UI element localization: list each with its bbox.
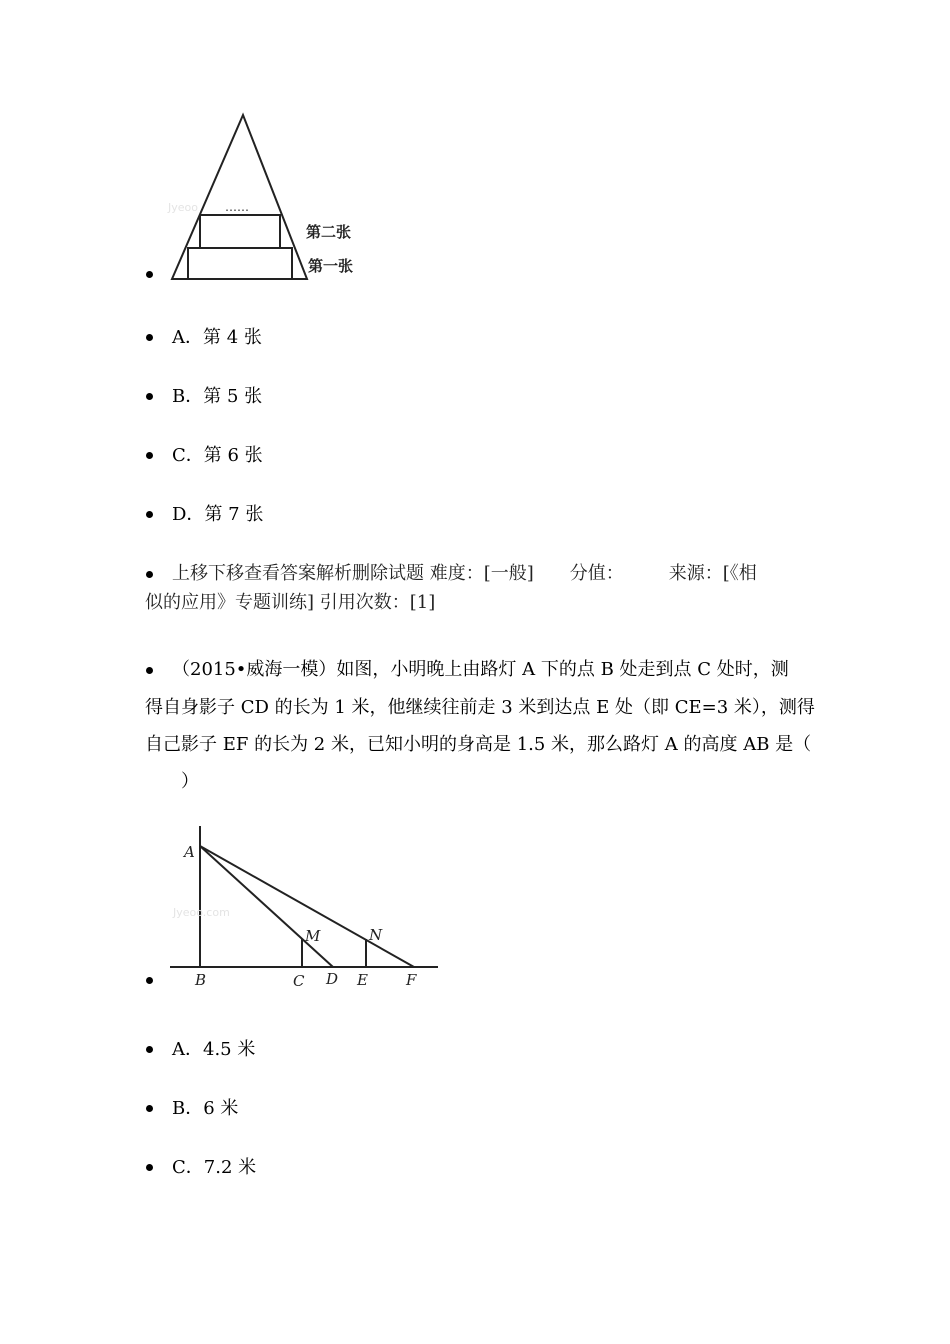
card-first	[188, 248, 292, 279]
question-text-line3: 自己影子 EF 的长为 2 米，已知小明的身高是 1.5 米，那么路灯 A 的高度 AB 是（	[145, 734, 812, 755]
option-a[interactable]	[172, 1031, 255, 1068]
option-letter: C．	[172, 1157, 204, 1178]
option-letter: A．	[172, 1039, 203, 1060]
ellipsis-dots: ……	[225, 200, 249, 214]
watermark: Jyeoo.com	[173, 906, 230, 919]
bullet	[146, 571, 153, 578]
label-D: D	[326, 970, 339, 988]
option-b[interactable]	[172, 378, 262, 415]
label-C: C	[293, 972, 305, 990]
bullet	[146, 334, 153, 341]
option-letter: B．	[172, 386, 204, 407]
question-meta-line1: 上移下移查看答案解析删除试题 难度：[一般] 分值： 来源：[《相	[172, 563, 757, 584]
label-F: F	[406, 971, 417, 989]
label-M: M	[305, 927, 321, 945]
option-a[interactable]	[172, 319, 262, 356]
figure-triangle-cards	[160, 105, 380, 290]
figure-lamp-shadow	[165, 820, 450, 995]
option-text: 第 4 张	[203, 327, 262, 348]
triangle	[172, 115, 307, 279]
question-text-line1: （2015•威海一模）如图，小明晚上由路灯 A 下的点 B 处走到点 C 处时，测	[172, 659, 789, 680]
bullet	[146, 452, 153, 459]
watermark: Jyeoo	[168, 201, 198, 214]
bullet	[146, 667, 153, 674]
question-meta-line2: 似的应用》专题训练] 引用次数：[1]	[145, 592, 436, 613]
option-c[interactable]	[172, 437, 263, 474]
option-letter: C．	[172, 445, 204, 466]
card-second	[200, 215, 280, 248]
label-E: E	[357, 971, 368, 989]
option-text: 第 6 张	[203, 445, 263, 466]
label-A: A	[184, 843, 195, 861]
bullet	[146, 511, 153, 518]
bullet	[146, 1105, 153, 1112]
line-AF	[200, 846, 414, 967]
option-text: 第 7 张	[204, 504, 264, 525]
option-c[interactable]	[172, 1149, 256, 1186]
option-b[interactable]	[172, 1090, 238, 1127]
bullet	[146, 271, 153, 278]
option-letter: A．	[172, 327, 203, 348]
option-text: 6 米	[203, 1098, 239, 1119]
option-letter: D．	[172, 504, 205, 525]
bullet	[146, 1046, 153, 1053]
label-first-card: 第一张	[308, 257, 354, 275]
label-N: N	[369, 926, 383, 944]
option-letter: B．	[172, 1098, 204, 1119]
option-text: 4.5 米	[203, 1039, 256, 1060]
bullet	[146, 977, 153, 984]
label-B: B	[195, 971, 207, 989]
question-text-line4: ）	[145, 771, 199, 792]
option-d[interactable]	[172, 496, 263, 533]
option-text: 7.2 米	[203, 1157, 257, 1178]
question-text-line2: 得自身影子 CD 的长为 1 米，他继续往前走 3 米到达点 E 处（即 CE=3 米），测得	[145, 697, 815, 718]
bullet	[146, 393, 153, 400]
bullet	[146, 1164, 153, 1171]
label-second-card: 第二张	[306, 223, 352, 241]
option-text: 第 5 张	[203, 386, 263, 407]
